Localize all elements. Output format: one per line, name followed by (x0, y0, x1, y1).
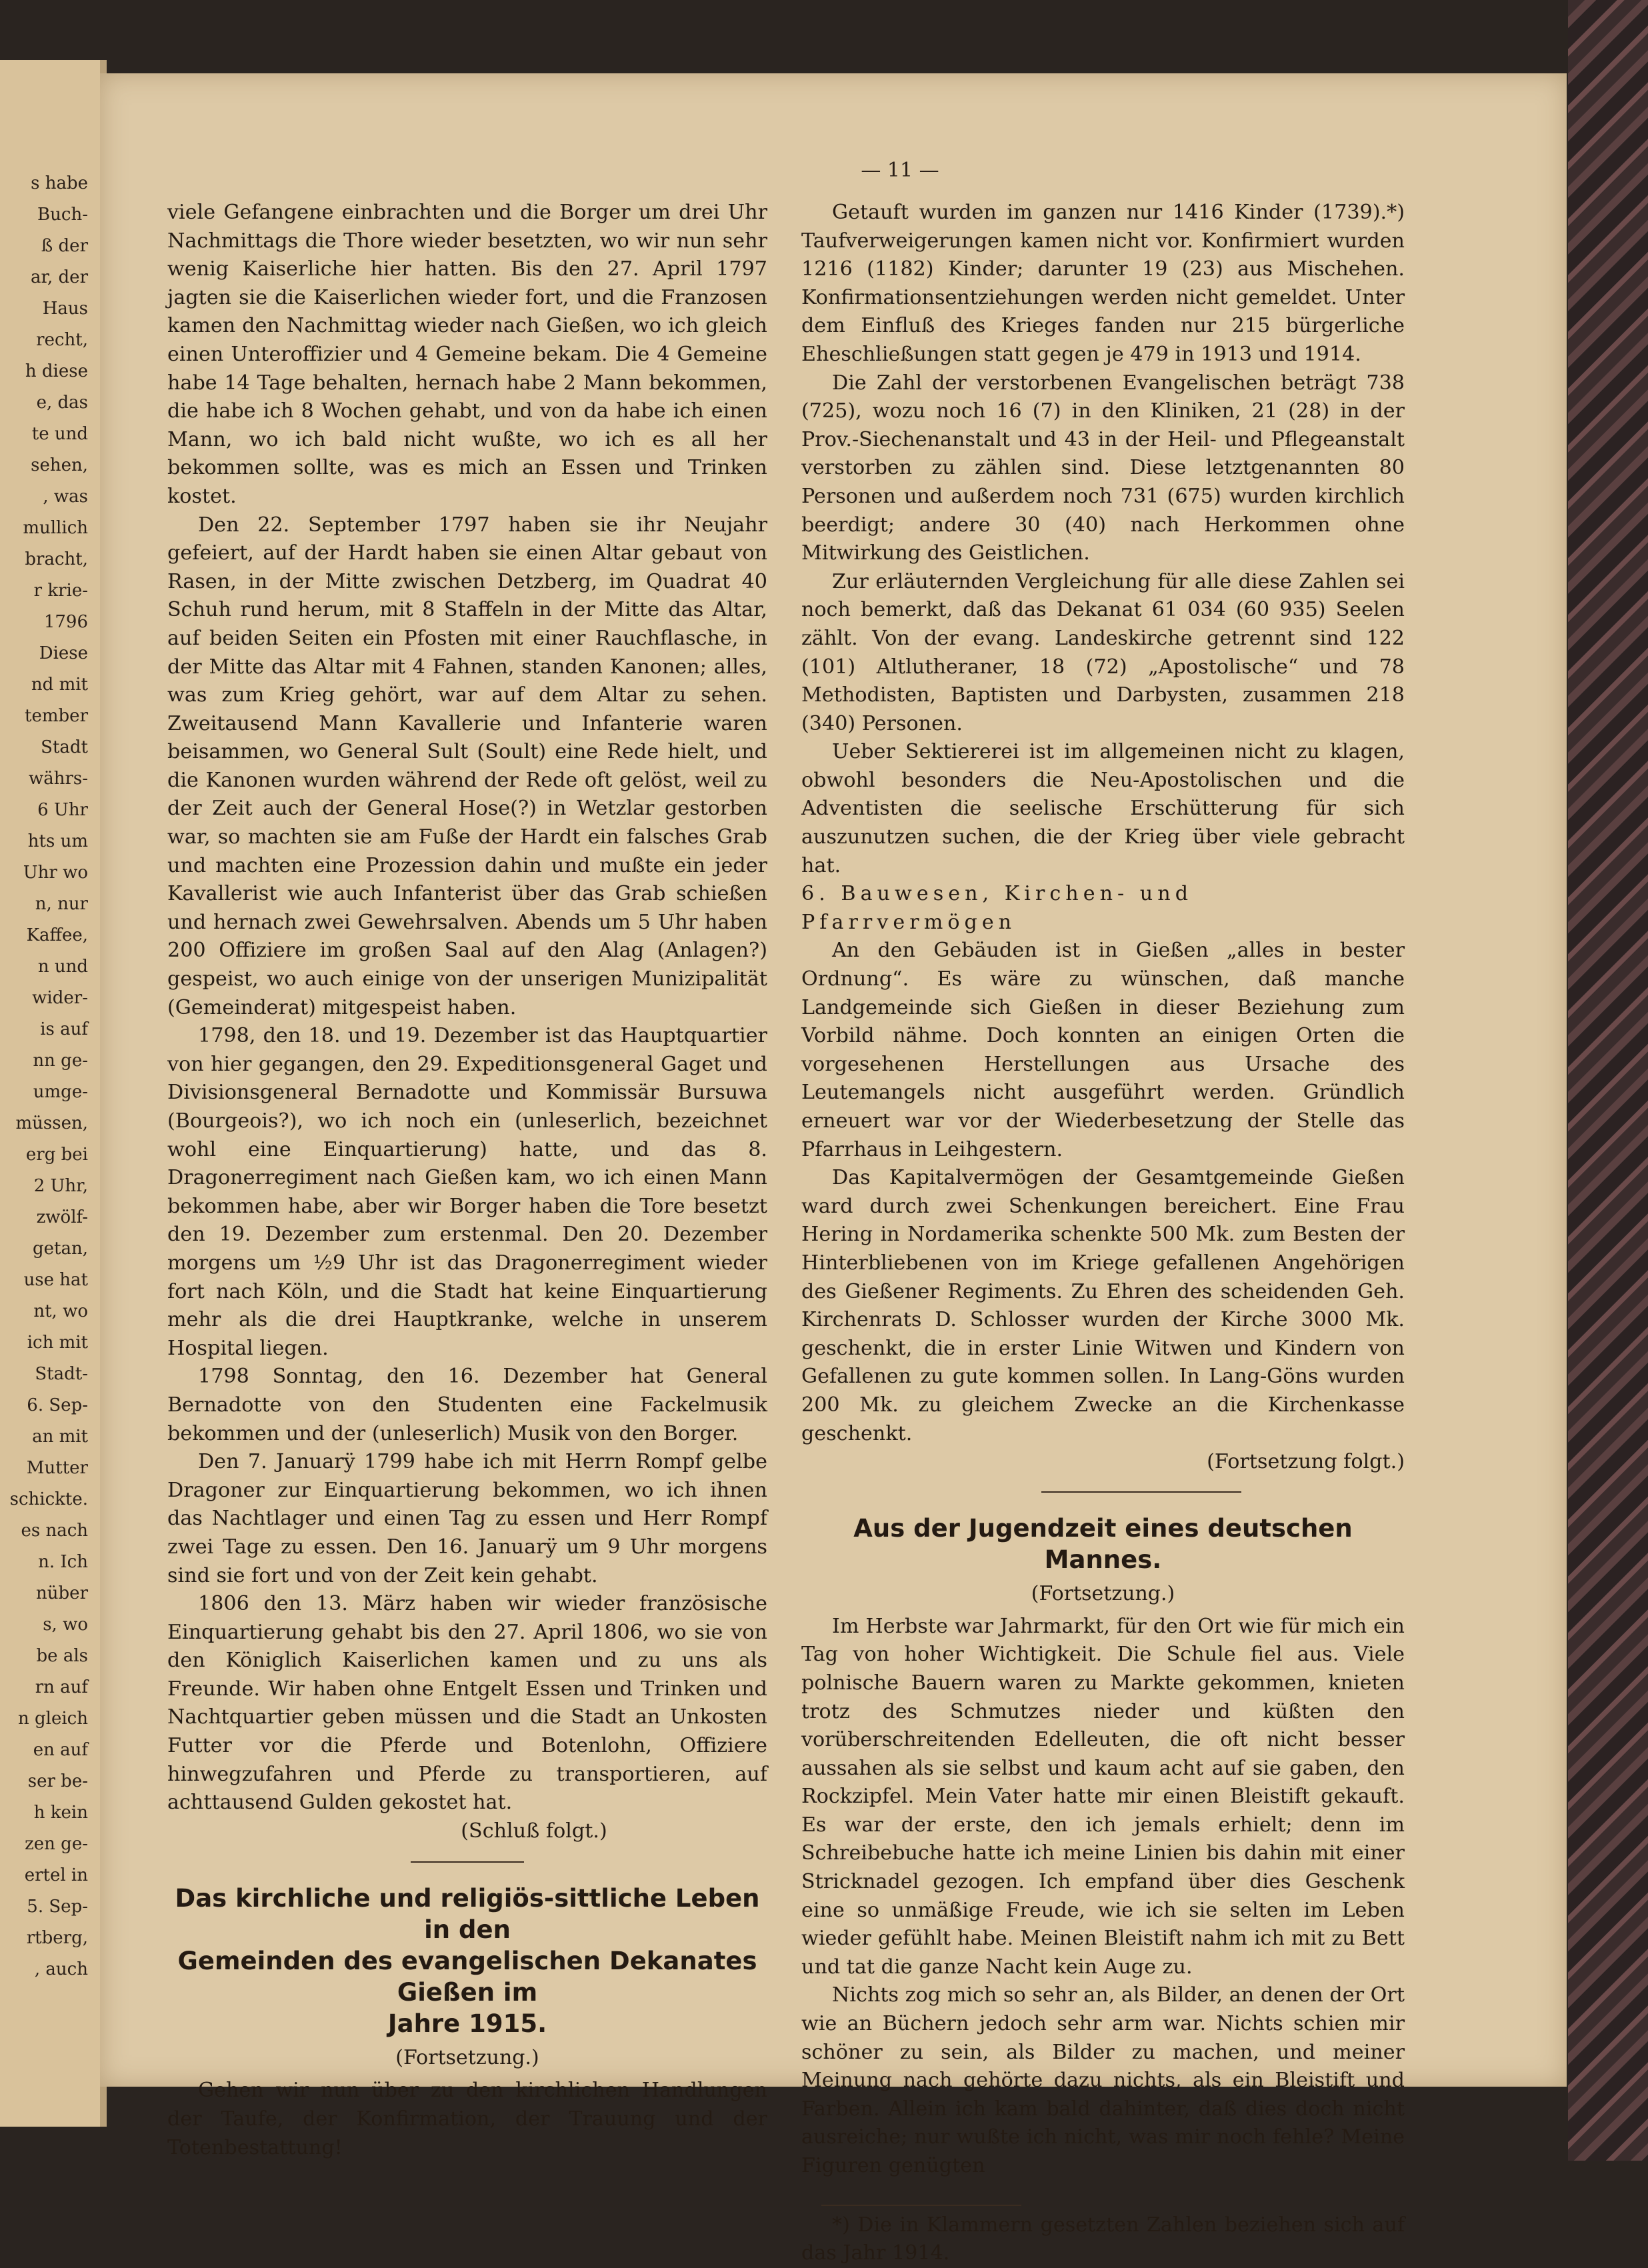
paragraph: Den 7. Januarÿ 1799 habe ich mit Herrn Rompf gelbe Dragoner zur Einquartierung bekommen, wo ich ihnen das Nachtlager und einen Tag zu essen und Herr Rompf zwei Tage zu essen. Den 16. Januarÿ um 9 Uhr morgens sind sie fort und von der Zeit kein gehabt. (167, 1450, 767, 1587)
facing-page-text-fragment: Mutter (26, 1458, 88, 1478)
facing-page-text-fragment: nd mit (31, 675, 88, 695)
facing-page-text-fragment: es nach (21, 1521, 88, 1541)
footnote-divider (821, 2205, 1021, 2206)
article-heading-line: Das kirchliche und religiös-sittliche Leben in den (175, 1884, 760, 1945)
continued-note: (Fortsetzung folgt.) (1207, 1450, 1405, 1474)
paragraph: Ueber Sektiererei ist im allgemeinen nicht zu klagen, obwohl besonders die Neu-Apostolischen und die Adventisten die seelische Erschütterung für sich auszunutzen suchen, die der Krieg über viele gebracht hat. (801, 740, 1405, 877)
facing-page-text-fragment: ar, der (30, 267, 88, 287)
facing-page-text-fragment: Kaffee, (26, 925, 88, 945)
facing-page-text-fragment: 2 Uhr, (33, 1176, 88, 1196)
facing-page-text-fragment: nn ge- (33, 1051, 88, 1071)
facing-page-text-fragment: 6. Sep- (27, 1395, 88, 1415)
paragraph: Getauft wurden im ganzen nur 1416 Kinder (1739).*) Taufverweigerungen kamen nicht vor. Konfirmiert wurden 1216 (1182) Kinder; darunter 19 (23) aus Mischehen. Konfirmationsentziehungen werden nicht gemeldet. Unter dem Einfluß des Krieges fanden nur 215 bürgerliche Eheschließungen statt gegen je 479 in 1913 und 1914. (801, 201, 1405, 366)
facing-page-text-fragment: n. Ich (38, 1552, 88, 1572)
facing-page-text-fragment: mullich (23, 518, 88, 538)
facing-page-text-fragment: zen ge- (25, 1834, 88, 1854)
facing-page-text-fragment: währs- (28, 769, 88, 789)
paragraph: 1798 Sonntag, den 16. Dezember hat General Bernadotte von den Studenten eine Fackelmusik bekommen und der (unleserlich) Musik von den Borger. (167, 1365, 767, 1445)
divider (1041, 1491, 1241, 1493)
facing-page-text-fragment: 1796 (43, 612, 88, 632)
footnote: *) Die in Klammern gesetzten Zahlen beziehen sich auf das Jahr 1914. (801, 2213, 1405, 2265)
page-number: — 11 — (861, 159, 939, 182)
divider (411, 1861, 524, 1863)
left-column (167, 199, 767, 2162)
right-column (801, 199, 1405, 2268)
article-heading-line: Gemeinden des evangelischen Dekanates Gießen im (177, 1947, 757, 2007)
facing-page-text-fragment: Uhr wo (23, 863, 88, 883)
facing-page-text-fragment: nüber (36, 1583, 88, 1603)
facing-page-text-fragment: rn auf (35, 1677, 88, 1697)
paragraph: Gehen wir nun über zu den kirchlichen Handlungen der Taufe, der Konfirmation, der Trauung und der Totenbestattung! (167, 2079, 767, 2159)
facing-page-text-fragment: Buch- (37, 205, 88, 225)
facing-page-text-fragment: n, nur (35, 894, 88, 914)
facing-page-text-fragment: use hat (23, 1270, 88, 1290)
facing-page-text-fragment: e, das (36, 393, 88, 413)
facing-page-text-fragment: 6 Uhr (37, 800, 88, 820)
facing-page-text-fragment: umge- (33, 1082, 88, 1102)
book-cover-edge (1568, 0, 1648, 2161)
article-subheading: (Fortsetzung.) (395, 2046, 539, 2070)
facing-page-text-fragment: n und (37, 957, 88, 977)
facing-page-text-fragment: , was (43, 487, 88, 507)
facing-page-fragment (0, 60, 107, 2127)
facing-page-text-fragment: Diese (39, 643, 88, 663)
paragraph: Zur erläuternden Vergleichung für alle diese Zahlen sei noch bemerkt, daß das Dekanat 61 034 (60 935) Seelen zählt. Von der evang. Landeskirche getrennt sind 122 (101) Altlutheraner, 18 (72) „Apostolische“ und 78 Methodisten, Baptisten und Darbysten, zusammen 218 (340) Personen. (801, 569, 1405, 735)
paragraph: Nichts zog mich so sehr an, als Bilder, an denen der Ort wie an Büchern jedoch sehr arm war. Nichts schien mir schöner zu sein, als Bilder zu machen, und meiner Meinung nach gehörte dazu nichts, als ein Bleistift und Farben. Allein ich kam bald dahinter, daß dies doch nicht ausreiche; nur wußte ich nicht, was mir noch fehle? Meine Figuren genügten (801, 1983, 1405, 2177)
article-heading-line: Jahre 1915. (387, 2009, 547, 2039)
article-heading (167, 1883, 767, 2039)
facing-page-text-fragment: Stadt- (35, 1364, 88, 1384)
facing-page-text-fragment: h kein (33, 1803, 88, 1823)
article-subheading: (Fortsetzung.) (1031, 1581, 1175, 1605)
facing-page-text-fragment: s habe (31, 173, 88, 193)
facing-page-text-fragment: ertel in (24, 1865, 88, 1885)
facing-page-text-fragment: getan, (33, 1239, 88, 1259)
facing-page-text-fragment: ser be- (27, 1771, 88, 1791)
facing-page-text-fragment: nt, wo (33, 1301, 88, 1321)
facing-page-text-fragment: schickte. (9, 1489, 88, 1509)
facing-page-text-fragment: ich mit (27, 1333, 88, 1353)
facing-page-text-fragment: rtberg, (26, 1928, 88, 1948)
paragraph: 1806 den 13. März haben wir wieder französische Einquartierung gehabt bis den 27. April 1806, wo sie von den Königlich Kaiserlichen kamen und zu uns als Freunde. Wir haben ohne Entgelt Essen und Trinken und Nachtquartier geben müssen und die Stadt an Unkosten Futter vor die Pferde und Botenlohn, Offiziere hinwegzufahren und Pferde zu transportieren, auf achttausend Gulden gekostet hat. (167, 1592, 767, 1815)
facing-page-text-fragment: n gleich (18, 1709, 88, 1729)
facing-page-text-fragment: is auf (40, 1019, 88, 1039)
facing-page-text-fragment: wider- (32, 988, 88, 1008)
paragraph: 1798, den 18. und 19. Dezember ist das Hauptquartier von hier gegangen, den 29. Expeditionsgeneral Gaget und Divisionsgeneral Bernadotte und Kommissär Bursuwa (Bourgeois?), wo ich noch ein (unleserlich, bezeichnet wohl eine Einquartierung) hatte, und das 8. Dragonerregiment nach Gießen kam, wo ich einen Mann bekommen habe, aber wir Borger haben die Tore besetzt den 19. Dezember zum erstenmal. Den 20. Dezember morgens um ½9 Uhr ist das Dragonerregiment wieder fort nach Köln, und die Stadt hat keine Einquartierung mehr als die drei Hauptkranke, welche in unserem Hospital liegen. (167, 1024, 767, 1360)
facing-page-text-fragment: recht, (36, 330, 88, 350)
facing-page-text-fragment: te und (31, 424, 88, 444)
facing-page-text-fragment: hts um (27, 831, 88, 851)
paragraph: An den Gebäuden ist in Gießen „alles in bester Ordnung“. Es wäre zu wünschen, daß manche Landgemeinde sich Gießen in dieser Beziehung zum Vorbild nähme. Doch konnten an einigen Orten die vorgesehenen Herstellungen aus Ursache des Leutemangels nicht ausgeführt werden. Gründlich erneuert war vor der Wiederbesetzung der Stelle das Pfarrhaus in Leihgestern. (801, 939, 1405, 1161)
paragraph: Die Zahl der verstorbenen Evangelischen beträgt 738 (725), wozu noch 16 (7) in den Kliniken, 21 (28) in der Prov.-Siechenanstalt und 43 in der Heil- und Pflegeanstalt verstorben zu zählen sind. Diese letztgenannten 80 Personen und außerdem noch 731 (675) wurden kirchlich beerdigt; andere 30 (40) nach Herkommen ohne Mitwirkung des Geistlichen. (801, 371, 1405, 565)
facing-page-text-fragment: 5. Sep- (27, 1897, 88, 1917)
facing-page-text-fragment: be als (36, 1646, 88, 1666)
facing-page-text-fragment: ß der (41, 236, 88, 256)
facing-page-text-fragment: s, wo (43, 1615, 88, 1635)
facing-page-text-fragment: h diese (25, 361, 88, 381)
facing-page-text-fragment: an mit (32, 1427, 88, 1447)
facing-page-text-fragment: bracht, (25, 549, 88, 569)
facing-page-text-fragment: zwölf- (36, 1207, 88, 1227)
facing-page-text-fragment: r krie- (33, 581, 88, 601)
section-heading: 6. Bauwesen, Kirchen- und Pfarrvermögen (801, 882, 1193, 934)
facing-page-text-fragment: erg bei (25, 1145, 88, 1165)
article-heading: Aus der Jugendzeit eines deutschen Mannes. (853, 1513, 1353, 1574)
closing-note: (Schluß folgt.) (461, 1819, 607, 1843)
paragraph: viele Gefangene einbrachten und die Borger um drei Uhr Nachmittags die Thore wieder besetzten, wo wir nun sehr wenig Kaiserliche hier hatten. Bis den 27. April 1797 jagten sie die Kaiserlichen wieder fort, und die Franzosen kamen den Nachmittag wieder nach Gießen, wo ich gleich einen Unteroffizier und 4 Gemeine bekam. Die 4 Gemeine habe 14 Tage behalten, hernach habe 2 Mann bekommen, die habe ich 8 Wochen gehabt, und von da habe ich einen Mann, wo ich bald nicht wußte, wo ich es all her bekommen sollte, was es mich an Essen und Trinken kostet. (167, 201, 767, 508)
paragraph: Den 22. September 1797 haben sie ihr Neujahr gefeiert, auf der Hardt haben sie einen Altar gebaut von Rasen, in der Mitte zwischen Detzberg, im Quadrat 40 Schuh rund herum, mit 8 Staffeln in der Mitte das Altar, auf beiden Seiten ein Pfosten mit einer Rauchflasche, in der Mitte das Altar mit 4 Fahnen, standen Kanonen; alles, was zum Krieg gehört, war auf dem Altar zu sehen. Zweitausend Mann Kavallerie und Infanterie waren beisammen, wo General Sult (Soult) eine Rede hielt, und die Kanonen wurden während der Rede oft gelöst, weil zu der Zeit auch der General Hose(?) in Wetzlar gestorben war, so machten sie am Fuße der Hardt ein falsches Grab und machten eine Prozession dahin und mußte ein jeder Kavallerist wie auch Infanterist über das Grab schießen und hernach zwei Gewehrsalven. Abends um 5 Uhr haben 200 Offiziere im großen Saal auf den Alag (Anlagen?) gespeist, wo auch einige von der unserigen Munizipalität (Gemeinderat) mitgespeist haben. (167, 513, 767, 1019)
facing-page-text-fragment: Stadt (41, 737, 88, 757)
facing-page-text-fragment: , auch (34, 1959, 88, 1979)
facing-page-text-fragment: en auf (33, 1740, 88, 1760)
facing-page-text-fragment: müssen, (15, 1113, 88, 1133)
facing-page-text-fragment: tember (25, 706, 88, 726)
paragraph: Das Kapitalvermögen der Gesamtgemeinde Gießen ward durch zwei Schenkungen bereichert. Eine Frau Hering in Nordamerika schenkte 500 Mk. zum Besten der Hinterbliebenen von im Kriege gefallenen Angehörigen des Gießener Regiments. Zu Ehren des scheidenden Geh. Kirchenrats D. Schlosser wurden der Kirche 3000 Mk. geschenkt, die in erster Linie Witwen und Kindern von Gefallenen zu gute kommen sollen. In Lang-Göns wurden 200 Mk. zu gleichem Zwecke an die Kirchenkasse geschenkt. (801, 1166, 1405, 1445)
facing-page-text-fragment: Haus (42, 299, 88, 319)
facing-page-text-fragment: sehen, (31, 455, 88, 475)
paragraph: Im Herbste war Jahrmarkt, für den Ort wie für mich ein Tag von hoher Wichtigkeit. Die Schule fiel aus. Viele polnische Bauern waren zu Markte gekommen, knieten trotz des Schmutzes nieder und küßten den vorüberschreitenden Edelleuten, die oft nicht besser aussahen als sie selbst und kaum acht auf sie gaben, den Rockzipfel. Mein Vater hatte mir einen Bleistift gekauft. Es war der erste, den ich jemals erhielt; denn im Schreibebuche hatte ich meine Linien bis dahin mit einer Stricknadel gezogen. Ich empfand über dies Geschenk eine so unmäßige Freude, wie ich sie selten im Leben wieder gefühlt habe. Meinen Bleistift nahm ich mit zu Bett und tat die ganze Nacht kein Auge zu. (801, 1614, 1405, 1979)
